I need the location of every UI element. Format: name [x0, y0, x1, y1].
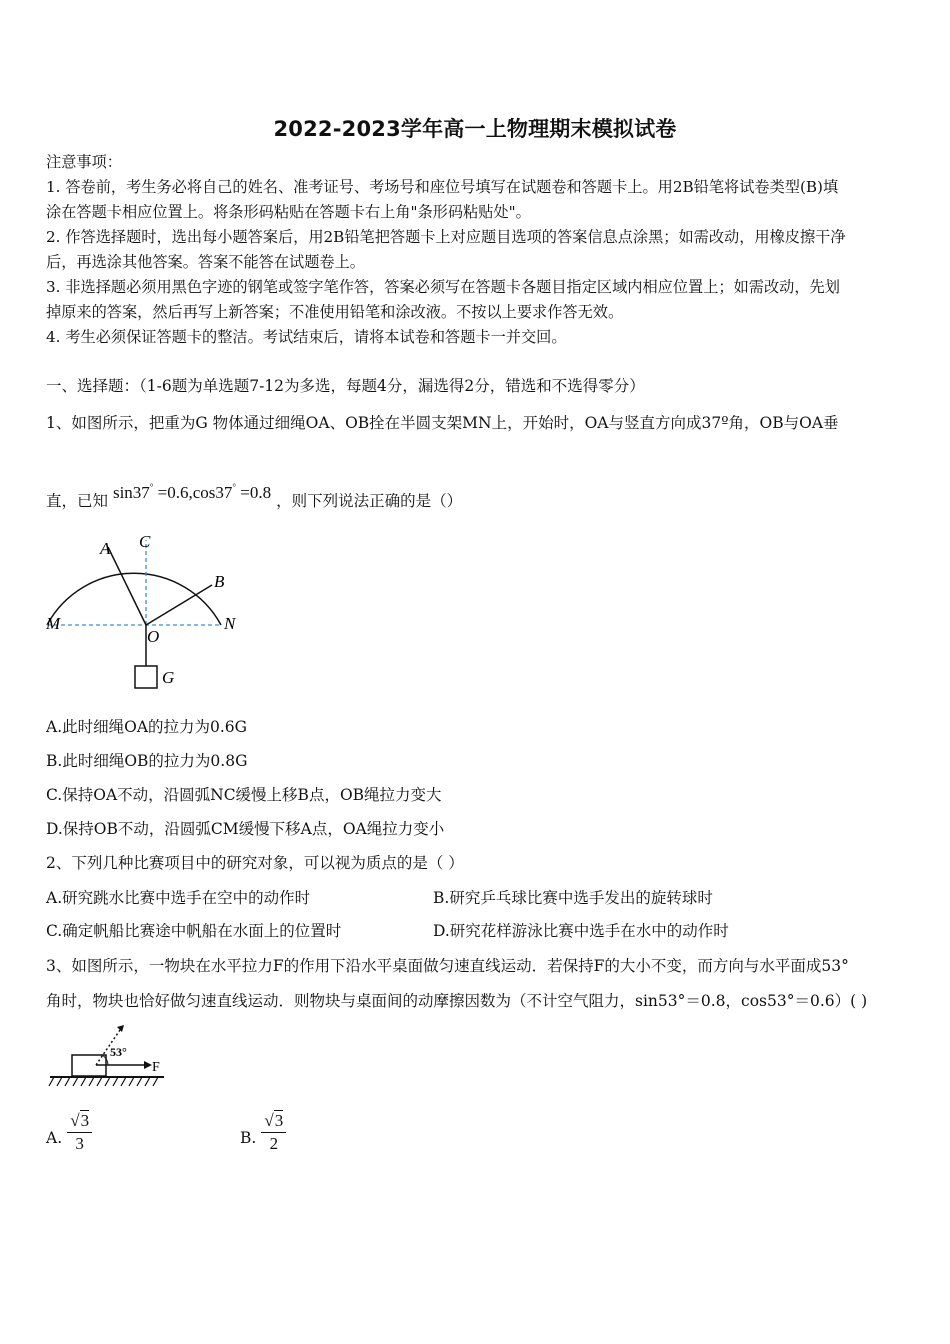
inclined-arrowhead	[117, 1025, 124, 1032]
q1-semicircle-figure	[40, 528, 250, 698]
q3-stem-line1: 3、如图所示，一物块在水平拉力F的作用下沿水平桌面做匀速直线运动．若保持F的大小不变，而方向与水平面成53°	[46, 957, 849, 975]
q3-stem-line2: 角时，物块也恰好做匀速直线运动．则物块与桌面间的动摩擦因数为（不计空气阻力，sin53°＝0.8，cos53°＝0.6）( )	[46, 992, 868, 1010]
notice-line-4: 后，再选涂其他答案。答案不能答在试题卷上。	[46, 253, 365, 271]
rope-ob	[146, 585, 212, 625]
label-g: G	[162, 668, 175, 687]
ground-hatching	[49, 1077, 158, 1086]
notice-line-5: 3. 非选择题必须用黑色字迹的钢笔或签字笔作答，答案必须写在答题卡各题目指定区域内相应位置上；如需改动，先划	[46, 278, 840, 296]
notice-line-7: 4. 考生必须保证答题卡的整洁。考试结束后，请将本试卷和答题卡一并交回。	[46, 328, 567, 346]
label-o: O	[147, 627, 160, 646]
q1-trig-formula: sin37° =0.6,cos37° =0.8	[112, 482, 272, 502]
q2-stem: 2、下列几种比赛项目中的研究对象，可以视为质点的是（ ）	[46, 854, 464, 872]
label-n: N	[224, 614, 236, 633]
force-label: F	[152, 1060, 160, 1075]
page-title: 2022-2023学年高一上物理期末模拟试卷	[273, 117, 677, 141]
q1-stem-line2	[46, 484, 462, 512]
label-a: A	[100, 539, 111, 558]
q1-option-a: A.此时细绳OA的拉力为0.6G	[46, 718, 248, 736]
force-arrowhead	[144, 1061, 152, 1069]
label-c: C	[139, 532, 151, 551]
label-b: B	[214, 572, 225, 591]
q1-option-c: C.保持OA不动，沿圆弧NC缓慢上移B点，OB绳拉力变大	[46, 786, 442, 804]
q3-block-figure	[44, 1022, 172, 1092]
q1-line2-prefix: 直，已知	[46, 492, 109, 510]
q2-option-b: B.研究乒乓球比赛中选手发出的旋转球时	[433, 889, 713, 907]
q3-option-a-fraction: $\frac{√3}{3}$	[67, 1110, 92, 1155]
q2-option-c: C.确定帆船比赛途中帆船在水面上的位置时	[46, 922, 342, 940]
q3-option-b-fraction: $\frac{√3}{2}$	[261, 1110, 286, 1155]
rope-oa	[108, 547, 146, 625]
weight-block	[135, 666, 157, 688]
notice-line-6: 掉原来的答案，然后再写上新答案；不准使用铅笔和涂改液。不按以上要求作答无效。	[46, 303, 624, 321]
q2-option-a: A.研究跳水比赛中选手在空中的动作时	[46, 889, 311, 907]
notice-heading: 注意事项：	[46, 153, 122, 171]
label-m: M	[46, 614, 61, 633]
q1-option-b: B.此时细绳OB的拉力为0.8G	[46, 752, 248, 770]
q1-option-d: D.保持OB不动，沿圆弧CM缓慢下移A点，OA绳拉力变小	[46, 820, 445, 838]
notice-line-1: 1. 答卷前，考生务必将自己的姓名、准考证号、考场号和座位号填写在试题卷和答题卡上。用2B铅笔将试卷类型(B)填	[46, 178, 839, 196]
angle-label: 53°	[110, 1045, 127, 1059]
section-heading: 一、选择题：（1-6题为单选题7-12为多选，每题4分，漏选得2分，错选和不选得零分）	[46, 377, 645, 395]
q3-option-a: A. $\frac{√3}{3}$	[46, 1110, 92, 1155]
q3-option-b: B. $\frac{√3}{2}$	[240, 1110, 286, 1155]
notice-line-3: 2. 作答选择题时，选出每小题答案后，用2B铅笔把答题卡上对应题目选项的答案信息点涂黑；如需改动，用橡皮擦干净	[46, 228, 846, 246]
q1-stem-line1: 1、如图所示，把重为G 物体通过细绳OA、OB拴在半圆支架MN上，开始时，OA与竖直方向成37º角，OB与OA垂	[46, 414, 839, 432]
q1-line2-suffix: ，则下列说法正确的是（）	[276, 492, 463, 510]
q2-option-d: D.研究花样游泳比赛中选手在水中的动作时	[433, 922, 729, 940]
notice-line-2: 涂在答题卡相应位置上。将条形码粘贴在答题卡右上角"条形码粘贴处"。	[46, 203, 531, 221]
